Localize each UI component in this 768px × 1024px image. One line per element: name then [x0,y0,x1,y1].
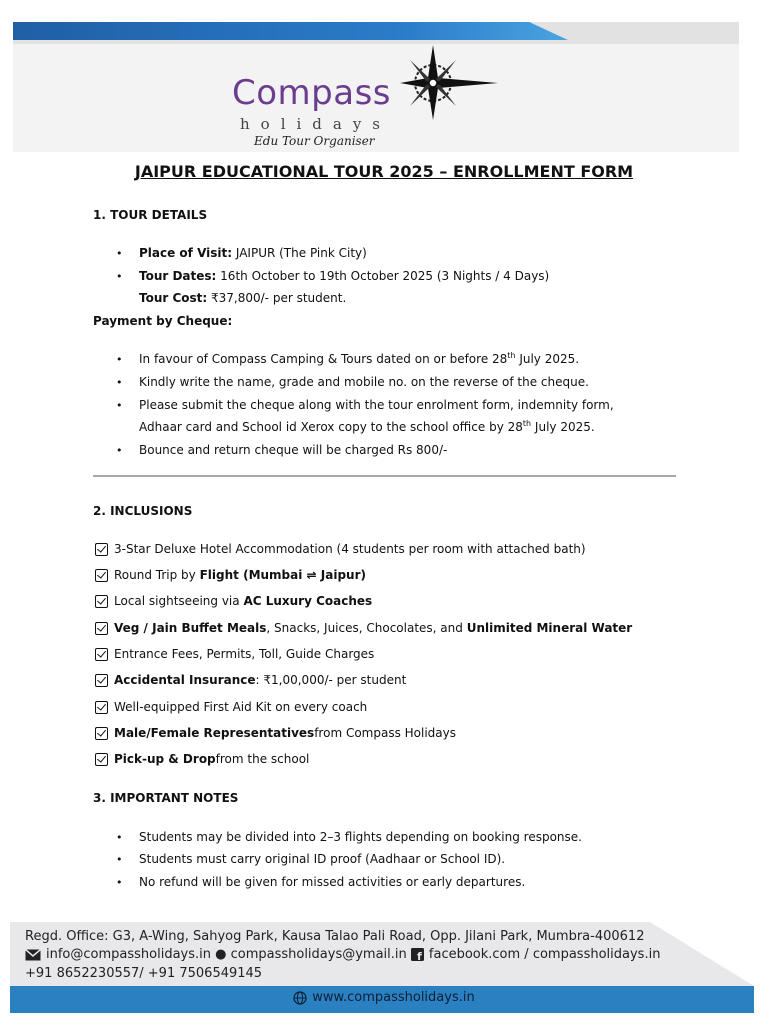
cost-label: Tour Cost: [139,291,208,305]
place-of-visit [139,246,367,260]
brand-name: Compass [232,73,392,113]
checkbox-checked-icon [95,648,108,661]
tour-dates [139,269,549,283]
inclusion-text: , Snacks, Juices, Chocolates, and [266,621,463,635]
bullet-icon: • [116,831,123,844]
checkbox-checked-icon [95,622,108,635]
payment-1-sup: th [507,351,516,360]
footer-contacts [25,947,660,962]
note-item: No refund will be given for missed activities or early departures. [139,875,526,889]
inclusion-text: Round Trip by [114,568,196,582]
footer-emails[interactable]: info@compassholidays.in ● compassholidays@ymail.in [46,947,407,962]
section-heading-tour-details: 1. TOUR DETAILS [93,208,208,222]
inclusion-text: from Compass Holidays [314,726,456,740]
bullet-icon: • [116,270,123,283]
dates-label: Tour Dates: [139,269,217,283]
bullet-icon: • [116,376,123,389]
inclusion-text: from the school [215,752,310,766]
inclusion-item [95,673,406,687]
payment-3b-sup: th [522,419,532,428]
checkbox-checked-icon [95,674,108,687]
place-label: Place of Visit: [139,246,233,260]
cost-value: ₹37,800/- per student. [207,291,347,305]
inclusion-item [95,647,374,661]
inclusion-text: Well-equipped First Aid Kit on every coach [114,700,368,714]
checkbox-checked-icon [95,595,108,608]
website-link[interactable]: www.compassholidays.in [312,990,475,1005]
bullet-icon: • [116,399,123,412]
footer-website[interactable] [0,990,768,1005]
inclusion-item [95,542,586,556]
section-divider [93,475,676,477]
inclusion-item [95,594,372,608]
brand-sub: holidays [240,115,392,133]
place-value: JAIPUR (The Pink City) [232,246,367,260]
inclusion-bold: AC Luxury Coaches [243,594,373,608]
footer-facebook[interactable]: facebook.com / compassholidays.in [428,947,661,962]
section-heading-inclusions: 2. INCLUSIONS [93,504,193,518]
payment-1b: July 2025. [515,352,580,366]
inclusion-bold: Veg / Jain Buffet Meals [114,621,267,635]
inclusion-text: Entrance Fees, Permits, Toll, Guide Charges [114,647,375,661]
checkbox-checked-icon [95,701,108,714]
header-stripe-blue [13,22,568,40]
bullet-icon: • [116,444,123,457]
payment-3b-b: July 2025. [531,420,595,434]
inclusion-bold: Flight (Mumbai ⇌ Jaipur) [199,568,366,582]
facebook-icon [411,948,424,961]
note-item: Students must carry original ID proof (Aadhaar or School ID). [139,852,506,866]
payment-3b-a: Adhaar card and School id Xerox copy to the school office by 28 [139,420,523,434]
payment-item: Kindly write the name, grade and mobile no. on the reverse of the cheque. [139,375,589,389]
mail-icon [25,949,41,961]
payment-item [139,352,579,366]
checkbox-checked-icon [95,753,108,766]
inclusion-item [95,700,367,714]
inclusion-bold: Pick-up & Drop [114,752,216,766]
inclusion-bold: Male/Female Representatives [114,726,315,740]
footer-office: Regd. Office: G3, A-Wing, Sahyog Park, Kausa Talao Pali Road, Opp. Jilani Park, Mumbra-400612 [25,929,645,944]
payment-1a: In favour of Compass Camping & Tours dated on or before 28 [139,352,508,366]
inclusion-bold: Unlimited Mineral Water [466,621,633,635]
note-item: Students may be divided into 2–3 flights depending on booking response. [139,830,582,844]
checkbox-checked-icon [95,569,108,582]
form-title: JAIPUR EDUCATIONAL TOUR 2025 – ENROLLMENT FORM [134,162,634,181]
section-heading-important-notes: 3. IMPORTANT NOTES [93,791,239,805]
bullet-icon: • [116,247,123,260]
bullet-icon: • [116,876,123,889]
dates-value: 16th October to 19th October 2025 (3 Nights / 4 Days) [216,269,550,283]
checkbox-checked-icon [95,543,108,556]
compass-star-icon [400,45,500,120]
inclusion-text: 3-Star Deluxe Hotel Accommodation (4 students per room with attached bath) [114,542,586,556]
compass-logo [232,45,502,155]
globe-icon [293,991,307,1005]
footer-phones: +91 8652230557/ +91 7506549145 [25,966,263,981]
payment-item: Bounce and return cheque will be charged Rs 800/- [139,443,448,457]
inclusion-text: : ₹1,00,000/- per student [255,673,407,687]
bullet-icon: • [116,353,123,366]
tour-cost [139,291,346,305]
inclusion-item [95,568,366,582]
brand-tagline: Edu Tour Organiser [254,134,375,148]
inclusion-item [95,752,309,766]
payment-item-cont [139,420,595,434]
bullet-icon: • [116,853,123,866]
inclusion-item [95,621,632,635]
checkbox-checked-icon [95,727,108,740]
inclusion-item [95,726,456,740]
inclusion-text: Local sightseeing via [114,594,240,608]
inclusion-bold: Accidental Insurance [114,673,256,687]
payment-heading: Payment by Cheque: [93,314,233,328]
svg-text:f: f [416,950,422,961]
payment-item: Please submit the cheque along with the tour enrolment form, indemnity form, [139,398,614,412]
